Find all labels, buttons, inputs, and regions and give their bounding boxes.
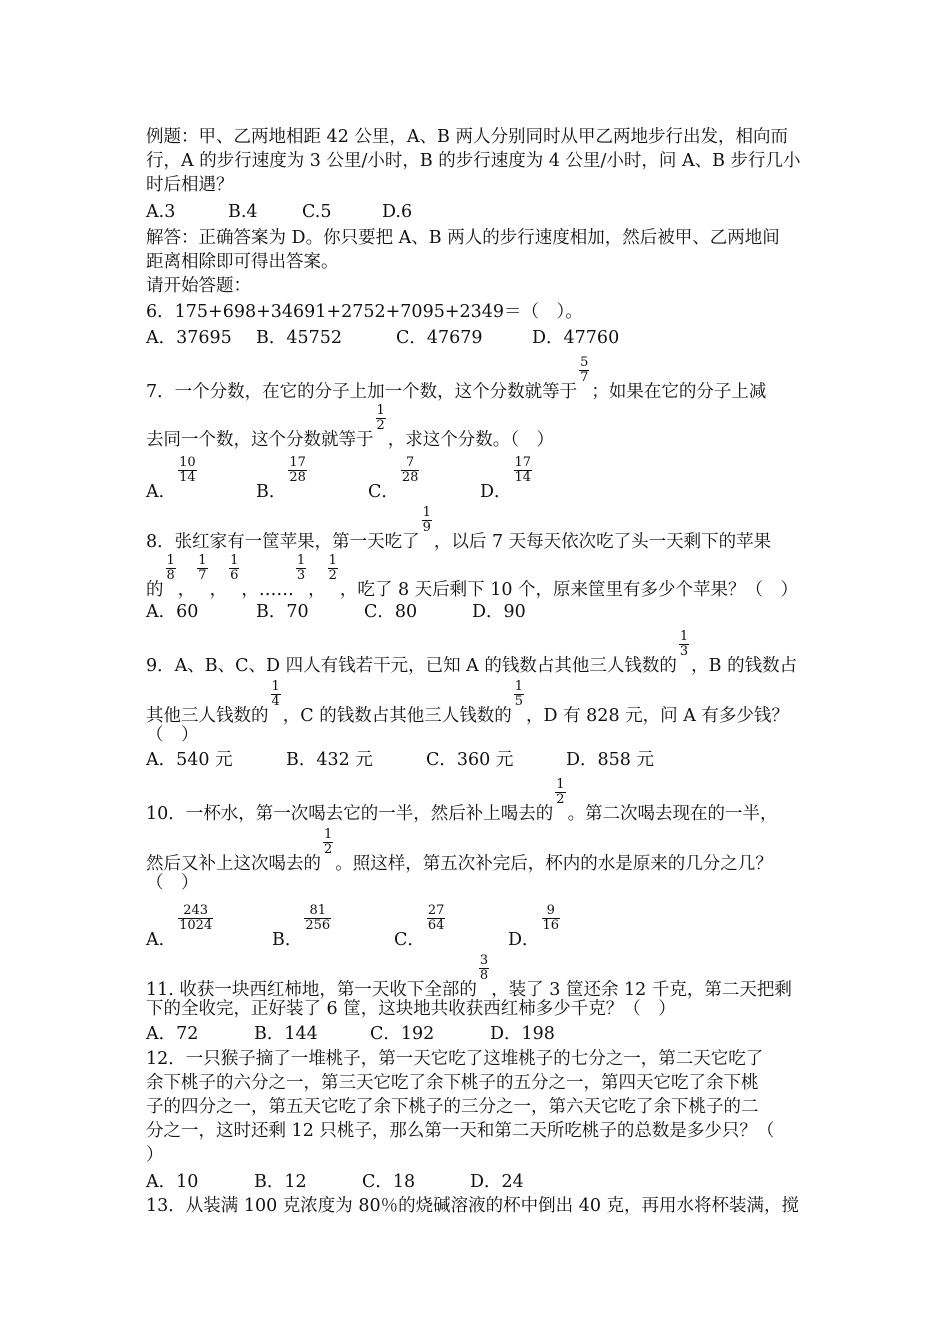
- q7-option-d[interactable]: D． $\frac{17}{14}$: [480, 455, 532, 502]
- q10-option-b[interactable]: B． $\frac{81}{256}$: [272, 903, 331, 950]
- q12-options: [146, 1172, 524, 1192]
- q6-options: [146, 328, 619, 348]
- example-line-2: 行，A 的步行速度为 3 公里/小时，B 的步行速度为 4 公里/小时，问 A、B 步行几小: [146, 151, 801, 171]
- q8-option-a[interactable]: A．60: [146, 602, 199, 622]
- q8-option-d[interactable]: D．90: [472, 602, 526, 622]
- q11-option-d[interactable]: D．198: [490, 1024, 555, 1044]
- fraction: $\frac{1}{2}$: [376, 403, 385, 433]
- q9-text-5: ，D 有 828 元，问 A 有多少钱？: [526, 706, 789, 726]
- fraction: $\frac{1}{8}$: [166, 553, 175, 583]
- q11-text-1: 11. 收获一块西红柿地，第一天收下全部的: [146, 980, 477, 1000]
- q10-option-c[interactable]: C． $\frac{27}{64}$: [394, 903, 445, 950]
- example-line-3: 时后相遇？: [146, 175, 234, 195]
- q10-option-a[interactable]: A． $\frac{243}{1024}$: [146, 903, 213, 950]
- q6-option-c[interactable]: C．47679: [396, 328, 483, 348]
- q9-line-1: [146, 629, 798, 681]
- q9-text-3: 其他三人钱数的: [146, 706, 269, 726]
- q11-text-2: ，装了 3 筐还余 12 千克，第二天把剩: [491, 980, 792, 1000]
- answer-line-1: 解答：正确答案为 D。你只要把 A、B 两人的步行速度相加，然后被甲、乙两地间: [146, 228, 780, 248]
- q10-line-1: [146, 777, 778, 829]
- q8-option-c[interactable]: C．80: [364, 602, 418, 622]
- q7-text-1: 7．一个分数，在它的分子上加一个数，这个分数就等于: [146, 382, 578, 402]
- q7-line-1: [146, 355, 767, 407]
- fraction: $\frac{1}{3}$: [296, 553, 306, 583]
- q12-option-d[interactable]: D．24: [470, 1172, 524, 1192]
- q12-option-c[interactable]: C．18: [362, 1172, 416, 1192]
- q8-text-3: 的: [146, 580, 164, 600]
- q10-line-2: [146, 827, 773, 879]
- q9-line-3: （ ）: [146, 725, 199, 745]
- q7-option-a[interactable]: A． $\frac{10}{14}$: [146, 455, 196, 502]
- q12-line-5: ）: [146, 1145, 164, 1165]
- q8-text-4: ，吃了 8 天后剩下 10 个，原来筐里有多少个苹果？（ ）: [339, 580, 799, 600]
- q13-line-1: 13．从装满 100 克浓度为 80％的烧碱溶液的杯中倒出 40 克，再用水将杯装满，搅: [146, 1196, 800, 1216]
- q8-options: [146, 602, 526, 622]
- fraction: $\frac{1}{7}$: [198, 553, 207, 583]
- fraction: $\frac{3}{8}$: [479, 953, 489, 983]
- q10-options: [146, 903, 562, 955]
- fraction: $\frac{1}{6}$: [230, 553, 239, 583]
- fraction: $\frac{1}{9}$: [422, 505, 431, 535]
- q9-option-c[interactable]: C．360 元: [426, 750, 514, 770]
- q11-option-a[interactable]: A．72: [146, 1024, 199, 1044]
- fraction: $\frac{7}{28}$: [401, 455, 419, 485]
- q9-text-4: ，C 的钱数占其他三人钱数的: [282, 706, 512, 726]
- q12-line-3: 子的四分之一，第五天它吃了余下桃子的三分之一，第六天它吃了余下桃子的二: [146, 1097, 759, 1117]
- fraction: $\frac{81}{256}$: [305, 903, 331, 933]
- q7-text-4: ，求这个分数。（ ）: [387, 430, 555, 450]
- q8-line-1: [146, 505, 772, 557]
- start-prompt: 请开始答题：: [146, 276, 251, 296]
- q7-option-b[interactable]: B． $\frac{17}{28}$: [256, 455, 306, 502]
- q9-option-b[interactable]: B．432 元: [286, 750, 373, 770]
- q7-text-3: 去同一个数，这个分数就等于: [146, 430, 374, 450]
- ellipsis: ……: [258, 580, 294, 600]
- q12-line-4: 分之一，这时还剩 12 只桃子，那么第一天和第二天所吃桃子的总数是多少只？（: [146, 1121, 775, 1141]
- q9-line-2: [146, 679, 789, 731]
- option-d[interactable]: D.6: [382, 202, 413, 222]
- q10-text-2: 。第二次喝去现在的一半，: [567, 804, 778, 824]
- q9-option-d[interactable]: D．858 元: [566, 750, 654, 770]
- fraction: $\frac{1}{2}$: [328, 553, 337, 583]
- q10-text-4: 。照这样，第五次补完后，杯内的水是原来的几分之几？: [335, 854, 773, 874]
- q6-option-b[interactable]: B．45752: [256, 328, 343, 348]
- fraction: $\frac{1}{5}$: [514, 679, 524, 709]
- q7-options: [146, 455, 534, 507]
- q7-text-2: ；如果在它的分子上减: [591, 382, 767, 402]
- q12-option-b[interactable]: B．12: [254, 1172, 307, 1192]
- fraction: $\frac{5}{7}$: [580, 355, 589, 385]
- q9-option-a[interactable]: A．540 元: [146, 750, 233, 770]
- q10-text-1: 10．一杯水，第一次喝去它的一半，然后补上喝去的: [146, 804, 554, 824]
- option-b[interactable]: B.4: [228, 202, 258, 222]
- q9-options: [146, 750, 654, 770]
- q7-line-2: [146, 403, 555, 455]
- q11-line-2: 下的全收完，正好装了 6 筐，这块地共收获西红柿多少千克？（ ）: [146, 999, 676, 1019]
- q10-line-3: （ ）: [146, 873, 199, 893]
- fraction: $\frac{1}{2}$: [556, 777, 565, 807]
- fraction: $\frac{17}{28}$: [289, 455, 306, 485]
- q11-option-c[interactable]: C．192: [370, 1024, 435, 1044]
- q6-text: 6．175+698+34691+2752+7095+2349＝（ ）。: [146, 302, 583, 322]
- q9-text-2: ，B 的钱数占: [691, 656, 798, 676]
- fraction: $\frac{10}{14}$: [179, 455, 196, 485]
- q8-line-2: 的 $\frac{1}{8}$ ， $\frac{1}{7}$ ， $\frac{1}{6}$ ，…… $\frac{1}{3}$ ， $\frac{1}{2}$ ，吃了 8 天后剩下 10 个，原来筐里有多少个苹果？（ ）: [146, 553, 799, 600]
- q11-options: [146, 1024, 555, 1044]
- q11-option-b[interactable]: B．144: [254, 1024, 318, 1044]
- q12-line-1: 12．一只猴子摘了一堆桃子，第一天它吃了这堆桃子的七分之一，第二天它吃了: [146, 1049, 764, 1069]
- q9-text-1: 9．A、B、C、D 四人有钱若干元，已知 A 的钱数占其他三人钱数的: [146, 656, 677, 676]
- option-c[interactable]: C.5: [302, 202, 332, 222]
- fraction: $\frac{17}{14}$: [514, 455, 532, 485]
- example-line-1: 例题：甲、乙两地相距 42 公里，A、B 两人分别同时从甲乙两地步行出发，相向而: [146, 127, 788, 147]
- q6-option-d[interactable]: D．47760: [532, 328, 620, 348]
- q6-option-a[interactable]: A．37695: [146, 328, 232, 348]
- example-options: [146, 202, 412, 222]
- q10-text-3: 然后又补上这次喝去的: [146, 854, 321, 874]
- option-a[interactable]: A.3: [146, 202, 176, 222]
- fraction: $\frac{27}{64}$: [427, 903, 445, 933]
- q12-line-2: 余下桃子的六分之一，第三天它吃了余下桃子的五分之一，第四天它吃了余下桃: [146, 1073, 759, 1093]
- q8-text-1: 8．张红家有一筐苹果，第一天吃了: [146, 532, 420, 552]
- answer-line-2: 距离相除即可得出答案。: [146, 252, 339, 272]
- q12-option-a[interactable]: A．10: [146, 1172, 199, 1192]
- q8-option-b[interactable]: B．70: [256, 602, 309, 622]
- q7-option-c[interactable]: C． $\frac{7}{28}$: [368, 455, 419, 502]
- fraction: $\frac{243}{1024}$: [179, 903, 213, 933]
- q8-text-2: ，以后 7 天每天依次吃了头一天剩下的苹果: [433, 532, 772, 552]
- fraction: $\frac{9}{16}$: [542, 903, 560, 933]
- fraction: $\frac{1}{4}$: [271, 679, 280, 709]
- fraction: $\frac{1}{2}$: [324, 827, 333, 857]
- q10-option-d[interactable]: D． $\frac{9}{16}$: [508, 903, 560, 950]
- fraction: $\frac{1}{3}$: [679, 629, 689, 659]
